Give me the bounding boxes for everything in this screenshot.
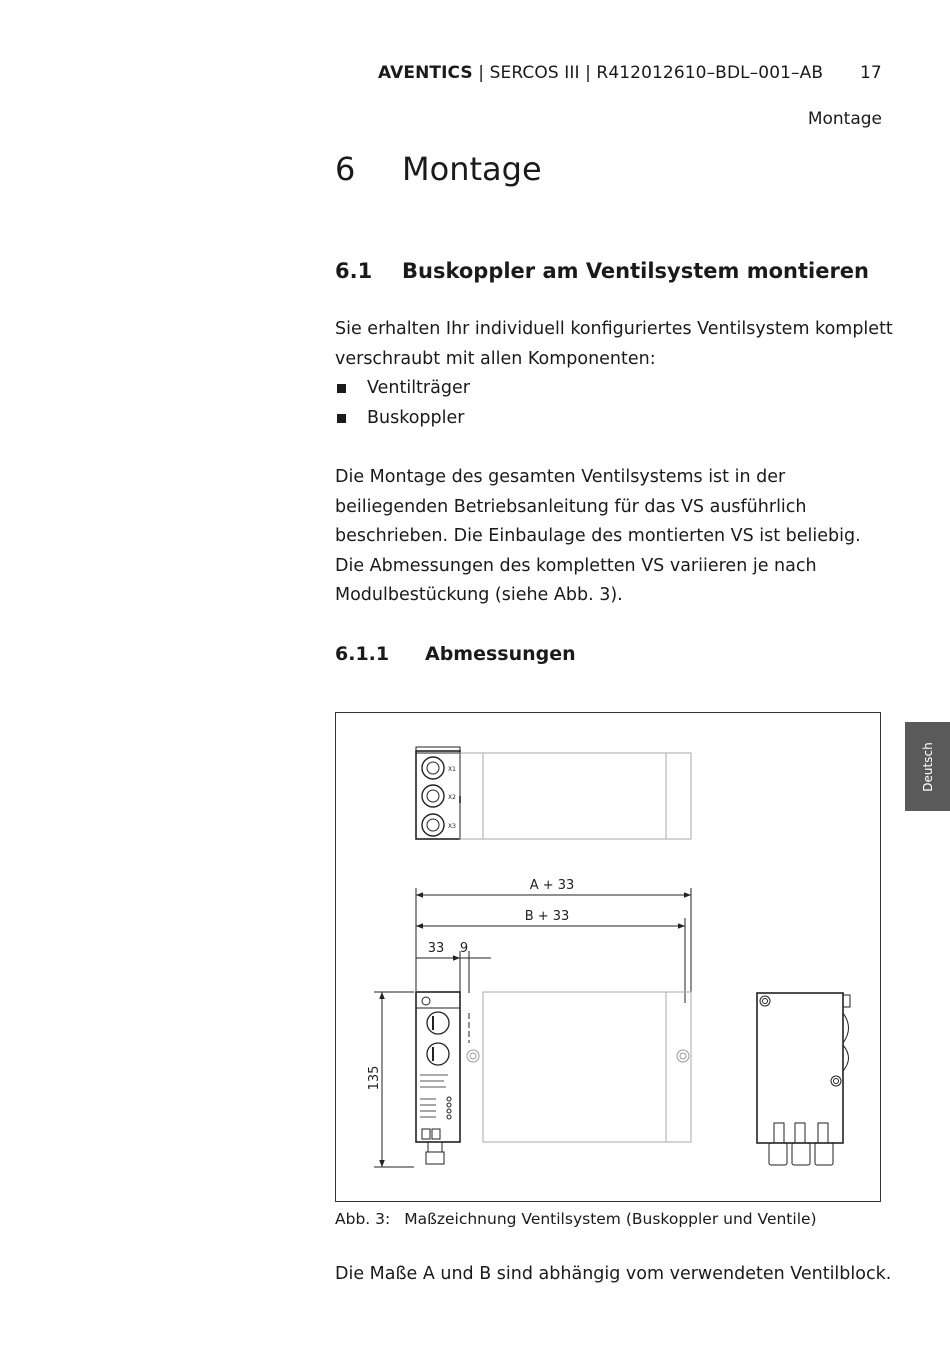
dimension-9-label: 9 <box>459 941 469 956</box>
side-view <box>757 993 850 1165</box>
port-label-x2: X2 <box>448 794 456 801</box>
chapter-title: Montage <box>402 150 542 188</box>
brand-name: AVENTICS <box>378 63 473 83</box>
page-number: 17 <box>860 63 882 83</box>
subsection-number: 6.1.1 <box>335 643 390 665</box>
port-label-x3: X3 <box>448 823 456 830</box>
dimension-drawing-svg <box>336 713 882 1203</box>
dimension-a-label: A + 33 <box>529 878 575 893</box>
bullet-square-icon <box>337 414 346 423</box>
running-title: Montage <box>807 109 882 129</box>
dimension-b-label: B + 33 <box>524 909 570 924</box>
section-number: 6.1 <box>335 259 373 283</box>
figure-caption <box>335 1210 817 1228</box>
top-view <box>416 747 691 839</box>
component-list <box>335 374 470 433</box>
mounting-paragraph: Die Montage des gesamten Ventilsystems ist in der beiliegenden Betriebsanleitung für das VS ausführlich beschrieben. Die Einbaulage des montierten VS ist beliebig. Die Abmessungen des kompletten VS variieren je nach Modulbestückung (siehe Abb. 3). <box>335 467 861 605</box>
dimension-33-label: 33 <box>427 941 445 956</box>
front-view <box>416 992 691 1164</box>
document-id: | SERCOS III | R412012610–BDL–001–AB <box>472 63 824 83</box>
list-item: Ventilträger <box>335 374 470 404</box>
intro-paragraph: Sie erhalten Ihr individuell konfiguriertes Ventilsystem komplett verschraubt mit allen Komponenten: <box>335 319 893 369</box>
bullet-square-icon <box>337 384 346 393</box>
caption-text: Maßzeichnung Ventilsystem (Buskoppler und Ventile) <box>404 1210 817 1228</box>
caption-label: Abb. 3: <box>335 1210 391 1228</box>
page-header <box>378 63 823 83</box>
subsection-title: Abmessungen <box>425 643 576 665</box>
language-tab-label: Deutsch <box>920 741 935 792</box>
chapter-number: 6 <box>335 150 356 188</box>
section-title: Buskoppler am Ventilsystem montieren <box>402 259 870 283</box>
dimensions-note: Die Maße A und B sind abhängig vom verwendeten Ventilblock. <box>335 1264 892 1284</box>
language-tab <box>905 722 950 811</box>
port-label-x1: X1 <box>448 766 456 773</box>
list-item: Buskoppler <box>335 404 470 434</box>
dimension-drawing <box>335 712 881 1202</box>
dimension-135-label: 135 <box>367 1065 382 1091</box>
